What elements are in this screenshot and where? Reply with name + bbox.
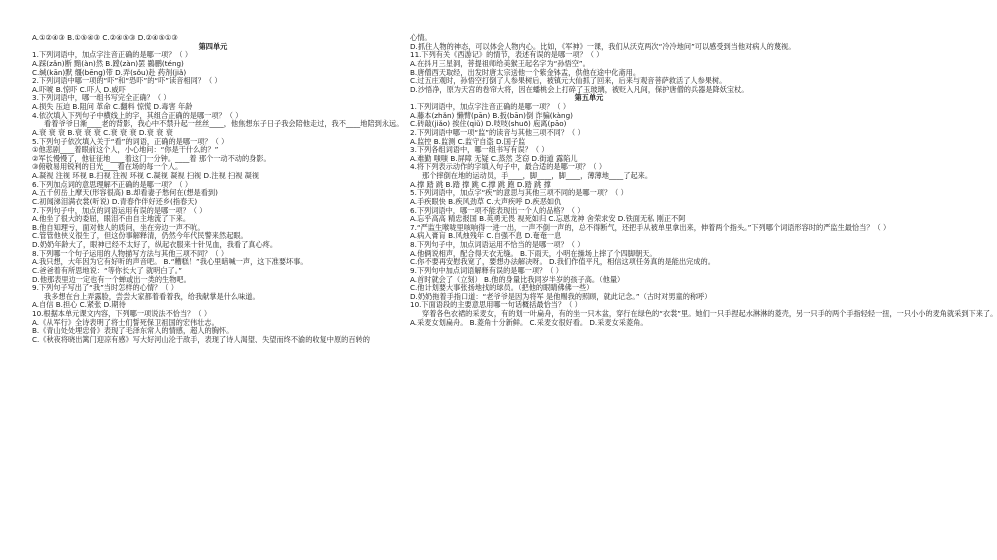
left-column	[32, 33, 404, 345]
right-column	[410, 33, 997, 327]
question-line: A.自信 B.担心 C.紧张 D.期待	[32, 300, 126, 310]
question-line: ③俯敬易用锐利的目光____看在场的每一个人。	[32, 162, 183, 172]
question-line: A.病入膏肓 B.风烛残年 C.自强不息 D.奄奄一息	[410, 231, 562, 241]
question-line: C.砖敲(jiǎo) 挨住(qiǔ) D.吱吱(shuō) 庖离(pāo)	[410, 119, 567, 129]
question-line: D.奶奶年龄大了，眼神已经不太好了，纵起衣服来十针见血，我看了真心疼。	[32, 240, 278, 249]
question-line: C.过五庄观时，孙悟空打倒了人参果树后，被镇元大仙抓了回来，后来与观音菩萨救活了人参果树。	[410, 76, 727, 86]
question-line: B.《青山处处埋忠骨》表现了毛泽东常人的情感，超人的胸怀。	[32, 326, 234, 336]
question-line: A.撑 踏 跳 B.踏 撑 跳 C.撑 跳 跑 D.踏 跳 撑	[410, 179, 551, 189]
question-line: A.我只想，大年因为它有好听的声音吧。 B.“糟糕！”我心里暗喊一声，这下准要坏事。	[32, 257, 308, 267]
question-line: A.采麦女划扁舟。 B.菱角十分新鲜。 C.采麦女很好看。 D.采麦女采菱角。	[410, 317, 648, 327]
question-line: 10.下面语段的主要意思用哪一句话概括最恰当？（ ）	[410, 300, 582, 310]
question-line: 6.下列加点词的意思理解不正确的是哪一项？（ ）	[32, 179, 193, 189]
question-line: A.《从军行》全诗表明了将士们誓死保卫祖国的宏伟壮志。	[32, 317, 219, 327]
question-line: C.《秋夜将晓出篱门迎凉有感》写大好河山沦于敌手，表现了诗人渴望、失望而终不渝的收复中原的百转的	[32, 334, 370, 344]
question-line: C.管管他侠义很生了，但这份事解释清，仍然今年代民警来然起眼。	[32, 231, 248, 241]
question-line: A.衰 衰 衰 B.衰 衰 衰 C.衰 衰 衰 D.衰 衰 衰	[32, 127, 173, 137]
question-line: 11.下列有关《西游记》的情节，表述有误的是哪一项？（ ）	[410, 50, 604, 60]
question-line: C.缄(kān)默 缰(bēng)带 D.弄(sǒu)赴 药剂(jiǎ)	[32, 67, 187, 77]
question-line: A.他坐了很大的委屈，眼泪不由自主地流了下来。	[32, 214, 191, 224]
question-line: 8.下列哪一个句子运用的人物描写方法与其他三项不同？（ ）	[32, 248, 229, 258]
question-line: A.五千仞岳上摩天(形容很高) B.却看妻子愁何在(想是看到)	[32, 188, 218, 198]
unit-heading: 第五单元	[574, 93, 604, 103]
question-line: D.抓住人物的神态，可以体会人物内心。比如，《军神》一课，我们从沃克两次“冷冷地问”可以感受到当他对病人的蔑视。	[410, 41, 796, 51]
question-line: A.忘乎高高 精忠报国 B.英勇无畏 视死如归 C.忘恩龙神 舍荣求安 D.铁面无私 刚正不阿	[410, 214, 686, 224]
question-line: 3.下列各组词语中，哪一组书写有误？（ ）	[410, 145, 549, 155]
question-line: A.①②④③ B.①⑤④③ C.②④⑤③ D.②④⑤①③	[32, 33, 178, 42]
question-line: 我多想在台上弄露脸，尝尝大家都着看着我，给我献掌是什么味道。	[44, 291, 260, 301]
question-line: 2.下列词语中哪一项“监”的读音与其他三项不同？（ ）	[410, 127, 585, 137]
question-line: ①他悲剧____着眼前这个人，小心地问：“你是干什么的？”	[32, 145, 219, 155]
question-line: 7.“严监生喉咙里咳响得一进一出，一声不倒一声的，总不得断气，还把手从被单里拿出来，伸着两个指头。”下列哪个词语形容时的严监生最恰当？（ ）	[410, 222, 891, 232]
question-line: A.损失 压迫 B.阻问 革命 C.翻料 惊慌 D.毒害 年龄	[32, 102, 193, 111]
question-line: 8.下列句子中，加点词语运用不恰当的是哪一项？（ ）	[410, 240, 585, 249]
question-line: 心情。	[410, 33, 432, 42]
question-line: A.藤本(zhǎn) 懒臂(pān) B.扳(bān)倒 诈骗(kàng)	[410, 110, 573, 120]
question-line: C.初闻涕泪满衣裳(听说) D.青春作伴好还乡(指春天)	[32, 196, 198, 206]
question-line: 4.依次填入下列句子中横线上的字，其组合正确的是哪一项？（ ）	[32, 110, 243, 120]
question-line: B.他自知理亏，面对他人的质问，坐在旁边一声不吭。	[32, 222, 205, 232]
question-line: A.踩(zǎn)断 黯(àn)然 B.蹚(zàn)罢 鷃鹏(téng)	[32, 58, 184, 68]
unit-heading: 第四单元	[198, 41, 228, 51]
question-line: A.他俩说相声，配合得天衣无缝。 B.下雨天，小明在操场上摔了个四脚朝天。	[410, 248, 657, 258]
question-line: A.在抖月三星洞，菩提祖师给美猴王起名字为“孙悟空”。	[410, 58, 590, 68]
question-line: A.凝视 注视 环视 B.扫视 注视 环视 C.凝视 凝视 扫视 D.注视 扫视 凝视	[32, 171, 260, 180]
question-line: 10.根据本单元课文内容，下列哪一项说法不恰当？（ ）	[32, 309, 212, 318]
question-line: 3.下列词语中，哪一组书写完全正确？（ ）	[32, 93, 171, 103]
question-line: 9.下列句中加点词语解释有误的是哪一项？（ ）	[410, 265, 563, 275]
question-line: C.他计划要大事张扬地找的球员。（把他的眼睛佛佛一些）	[410, 283, 594, 293]
question-line: 2.下列词语中哪一项的“吓”和“恐吓”的“吓”读音相同？（ ）	[32, 76, 222, 86]
question-line: D.沙悟净，原为天宫的卷帘大将，因在蟠桃会上打碎了玉玻璃，被贬入凡间，保护唐僧的兵器是降妖宝杖。	[410, 84, 749, 94]
question-line: A.监控 B.监测 C.监守自盗 D.国子监	[410, 136, 526, 146]
question-line: A.难勤 嗤嗤 B.屏障 无疑 C.蒸然 芝窃 D.街道 露陷儿	[410, 153, 578, 163]
question-line: ②军长慢慢了，他征征地____着这门一分钟。____着 那个一动不动的身影。	[32, 153, 271, 163]
question-line: 穿着各色衣裙的采麦女，有的划一叶扁舟，有的坐一只木盆，穿行在绿色的“衣裳”里。她们一只手捏起水淋淋的菱壳，另一只手的两个手指轻轻一扭，一只小小的麦角就采到下来了。	[422, 309, 997, 318]
question-line: 7.下列句子中，加点的词语运用有误的是哪一项？（ ）	[32, 205, 207, 215]
question-line: 看着爷爷日渐____老的背影，我心中不禁升起一丝丝____，他焦想东子日子我会陪他走过，我不____地陪到永远。	[44, 119, 404, 129]
question-line: D.他那表里边一定也有一个蝉或出一类的生物吧。	[32, 274, 191, 284]
question-line: 1.下列词语中，加点字注音正确的是哪一项？（ ）	[410, 102, 571, 111]
question-line: 6.下列词语中，哪一项不能表现出一个人的品格？（ ）	[410, 205, 585, 215]
question-line: 那个摔倒在地的运动员，手____，脚____，脚____，薄薄地____了起来。	[422, 171, 653, 180]
question-line: 9.下列句子写出了“我”当时怎样的心情？（ ）	[32, 283, 178, 293]
question-line: C.你不要再安慰我宽了，要想办法解决呀。 D.我们作值平凡，相信这项任务真的是能出完成的。	[410, 257, 715, 267]
question-line: C.爸爸着有所思地说：“等你长大了 就明白了。”	[32, 265, 182, 275]
question-line: 1.下列词语中，加点字注音正确的是哪一项？（ ）	[32, 50, 193, 60]
question-line: A.吓唬 B.惊吓 C.吓人 D.威吓	[32, 84, 126, 94]
question-line: 4.将下列表示动作的字填入句子中，最合适的是哪一项？（ ）	[410, 162, 607, 172]
question-line: D.奶奶拖着手指口道：“老爷爷是因为将军 是他赐我的照顾，就此记念。”（古时对男童的称呼）	[410, 291, 712, 301]
question-line: B.唐僧西天取经，出发时唐太宗送他一个紫金钵盂，供他在途中化斋用。	[410, 67, 641, 77]
question-line: A.手疾眼快 B.疾风劲草 C.大声疾呼 D.疾恶如仇	[410, 196, 562, 206]
question-line: 5.下列词语中，加点字“疾”的意思与其他三项不同的是哪一项？（ ）	[410, 188, 628, 198]
question-line: 5.下列句子依次填入关于“看”的词语，正确的是哪一项？（ ）	[32, 136, 229, 146]
question-line: A.首时就会了（立刻） B.他的身量比我同岁半岁的孩子高。（他量）	[410, 274, 625, 284]
